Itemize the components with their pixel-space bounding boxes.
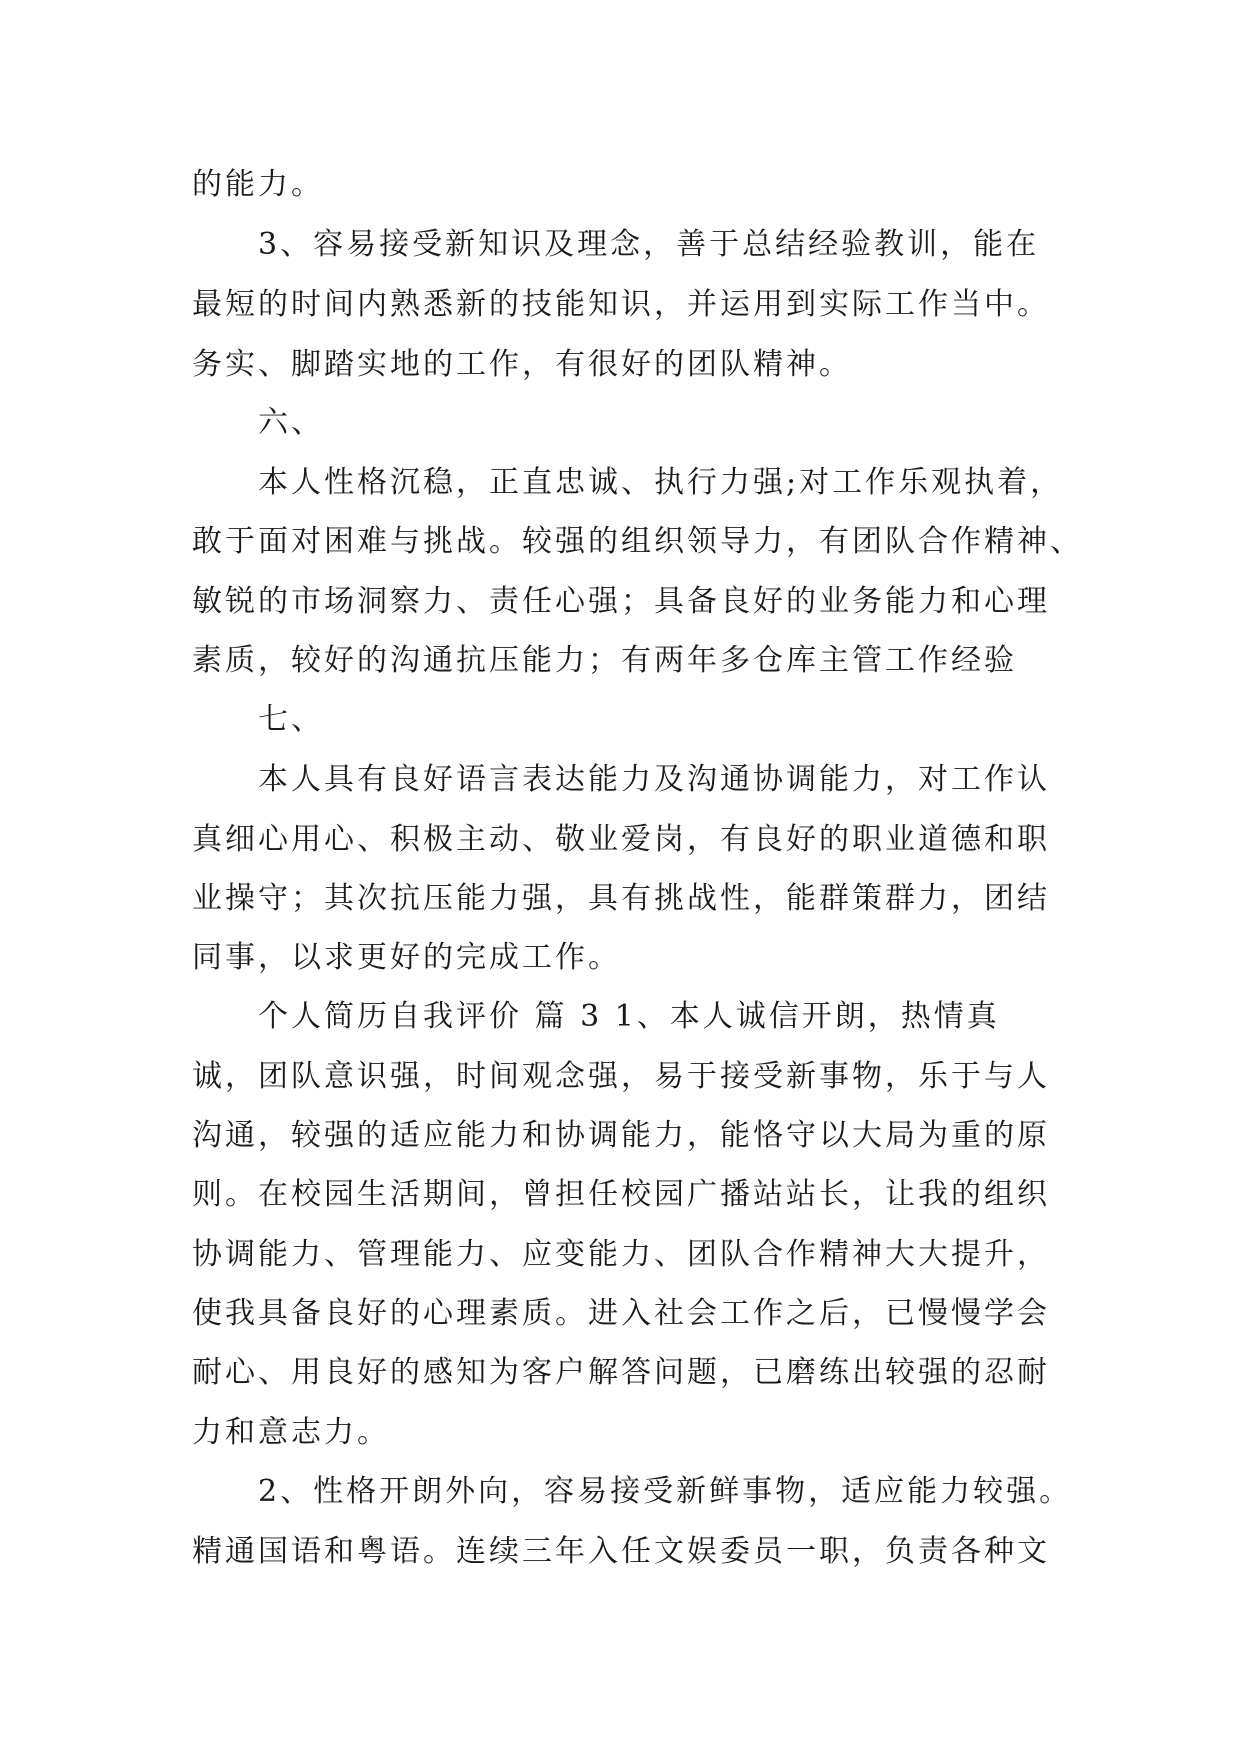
text-line: 业操守；其次抗压能力强，具有挑战性，能群策群力，团结 bbox=[192, 881, 1050, 916]
text-line: 敏锐的市场洞察力、责任心强；具备良好的业务能力和心理 bbox=[192, 584, 1050, 619]
text-line: 同事，以求更好的完成工作。 bbox=[192, 940, 621, 975]
text-line: 力和意志力。 bbox=[192, 1415, 390, 1450]
text-line: 诚，团队意识强，时间观念强，易于接受新事物，乐于与人 bbox=[192, 1059, 1050, 1094]
text-line: 素质，较好的沟通抗压能力；有两年多仓库主管工作经验 bbox=[192, 643, 1017, 678]
text-line: 敢于面对困难与挑战。较强的组织领导力，有团队合作精神、 bbox=[192, 524, 1083, 559]
text-line: 本人性格沉稳，正直忠诚、执行力强;对工作乐观执着， bbox=[258, 465, 1064, 500]
text-line: 真细心用心、积极主动、敬业爱岗，有良好的职业道德和职 bbox=[192, 822, 1050, 857]
text-line: 协调能力、管理能力、应变能力、团队合作精神大大提升， bbox=[192, 1237, 1050, 1272]
text-line: 则。在校园生活期间，曾担任校园广播站站长，让我的组织 bbox=[192, 1177, 1050, 1212]
text-line: 耐心、用良好的感知为客户解答问题，已磨练出较强的忍耐 bbox=[192, 1355, 1050, 1390]
text-line: 2、性格开朗外向，容易接受新鲜事物，适应能力较强。 bbox=[258, 1474, 1073, 1509]
section-heading: 七、 bbox=[258, 702, 324, 737]
text-line: 的能力。 bbox=[192, 167, 324, 202]
text-line: 使我具备良好的心理素质。进入社会工作之后，已慢慢学会 bbox=[192, 1296, 1050, 1331]
text-line: 精通国语和粤语。连续三年入任文娱委员一职，负责各种文 bbox=[192, 1534, 1050, 1569]
text-line: 3、容易接受新知识及理念，善于总结经验教训，能在 bbox=[258, 227, 1040, 262]
text-line: 务实、脚踏实地的工作，有很好的团队精神。 bbox=[192, 347, 852, 382]
text-line: 个人简历自我评价 篇 3 1、本人诚信开朗，热情真 bbox=[258, 999, 1000, 1034]
text-line: 本人具有良好语言表达能力及沟通协调能力，对工作认 bbox=[258, 762, 1050, 797]
text-line: 沟通，较强的适应能力和协调能力，能恪守以大局为重的原 bbox=[192, 1118, 1050, 1153]
text-line: 最短的时间内熟悉新的技能知识，并运用到实际工作当中。 bbox=[192, 287, 1050, 322]
section-heading: 六、 bbox=[258, 405, 324, 440]
